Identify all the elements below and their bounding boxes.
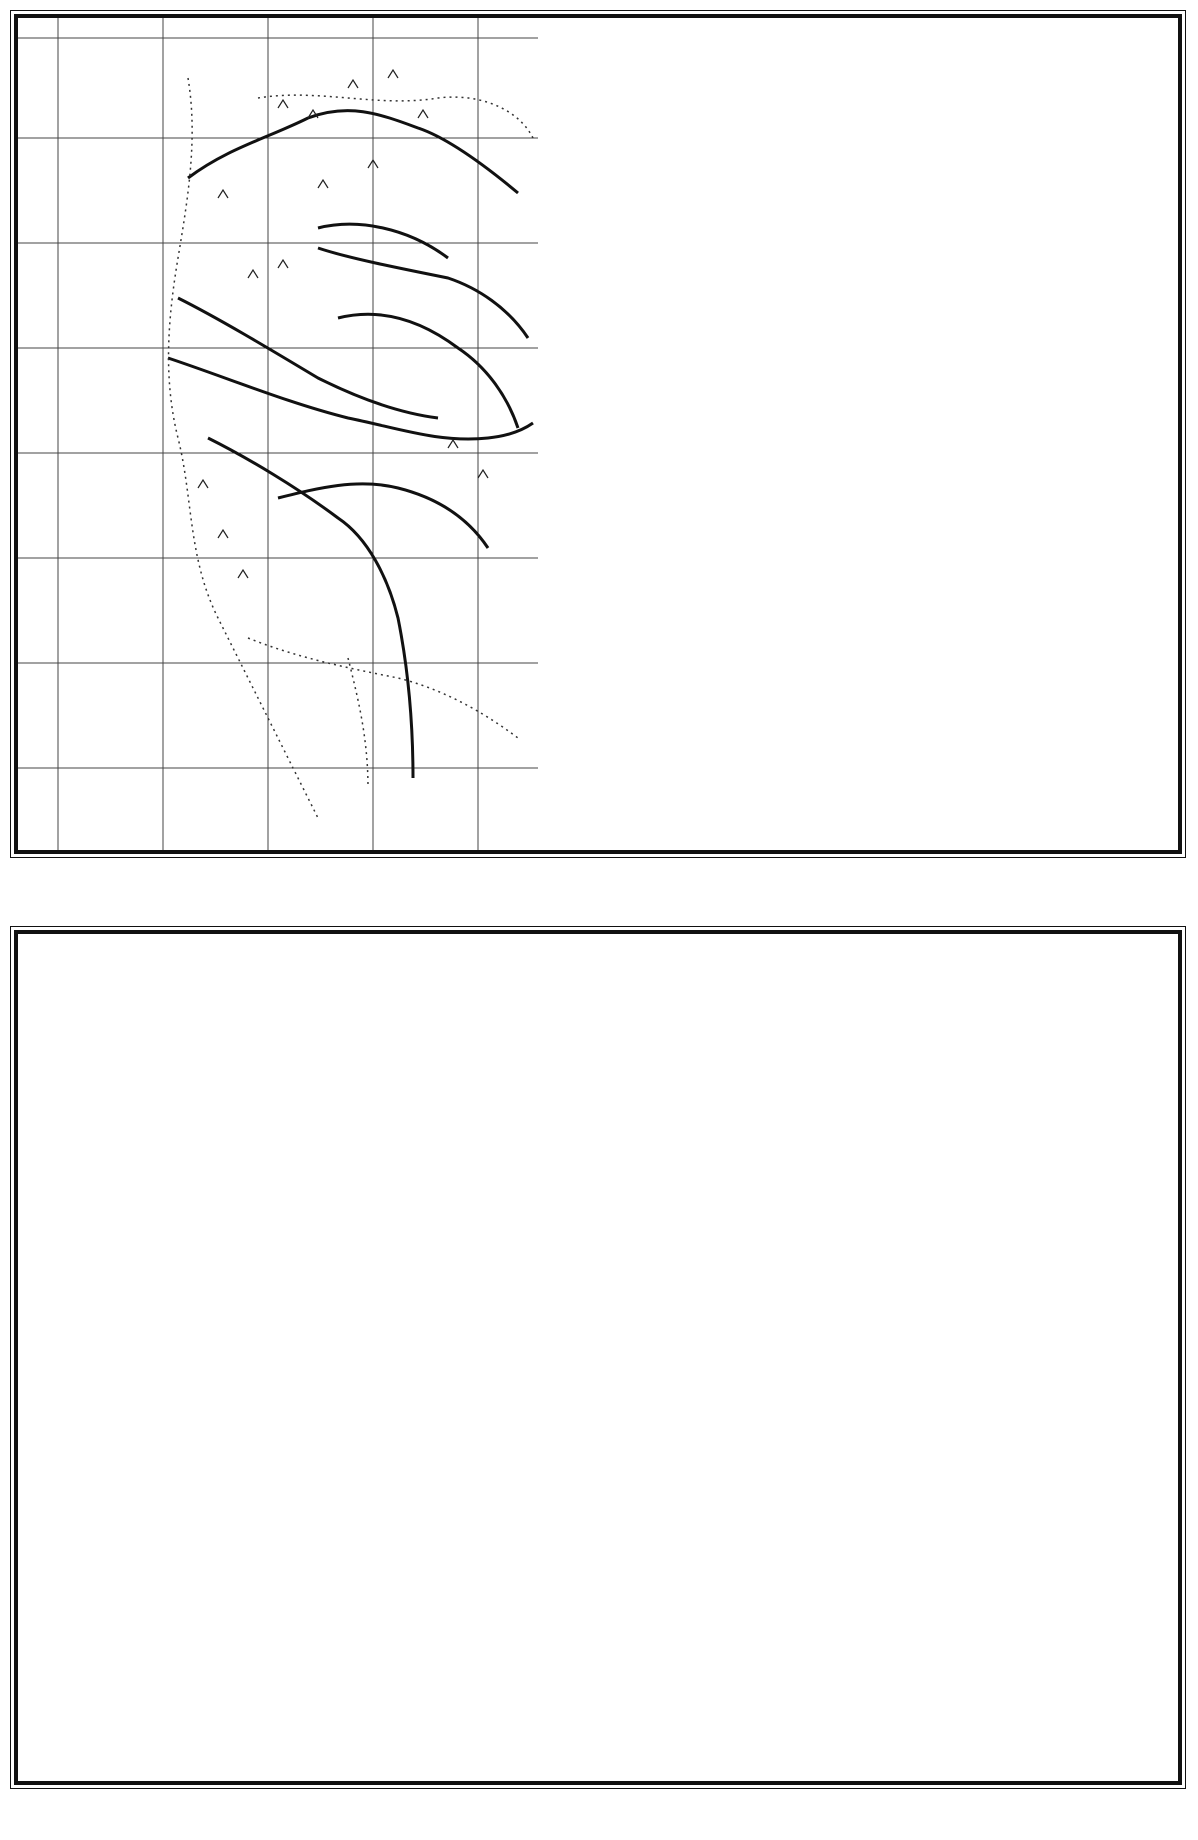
- upper-page: [14, 14, 1182, 854]
- lower-text-columns: [18, 934, 1178, 1781]
- lower-page: [14, 930, 1182, 1785]
- upper-text-columns: [538, 18, 1178, 850]
- historical-map: [18, 18, 538, 850]
